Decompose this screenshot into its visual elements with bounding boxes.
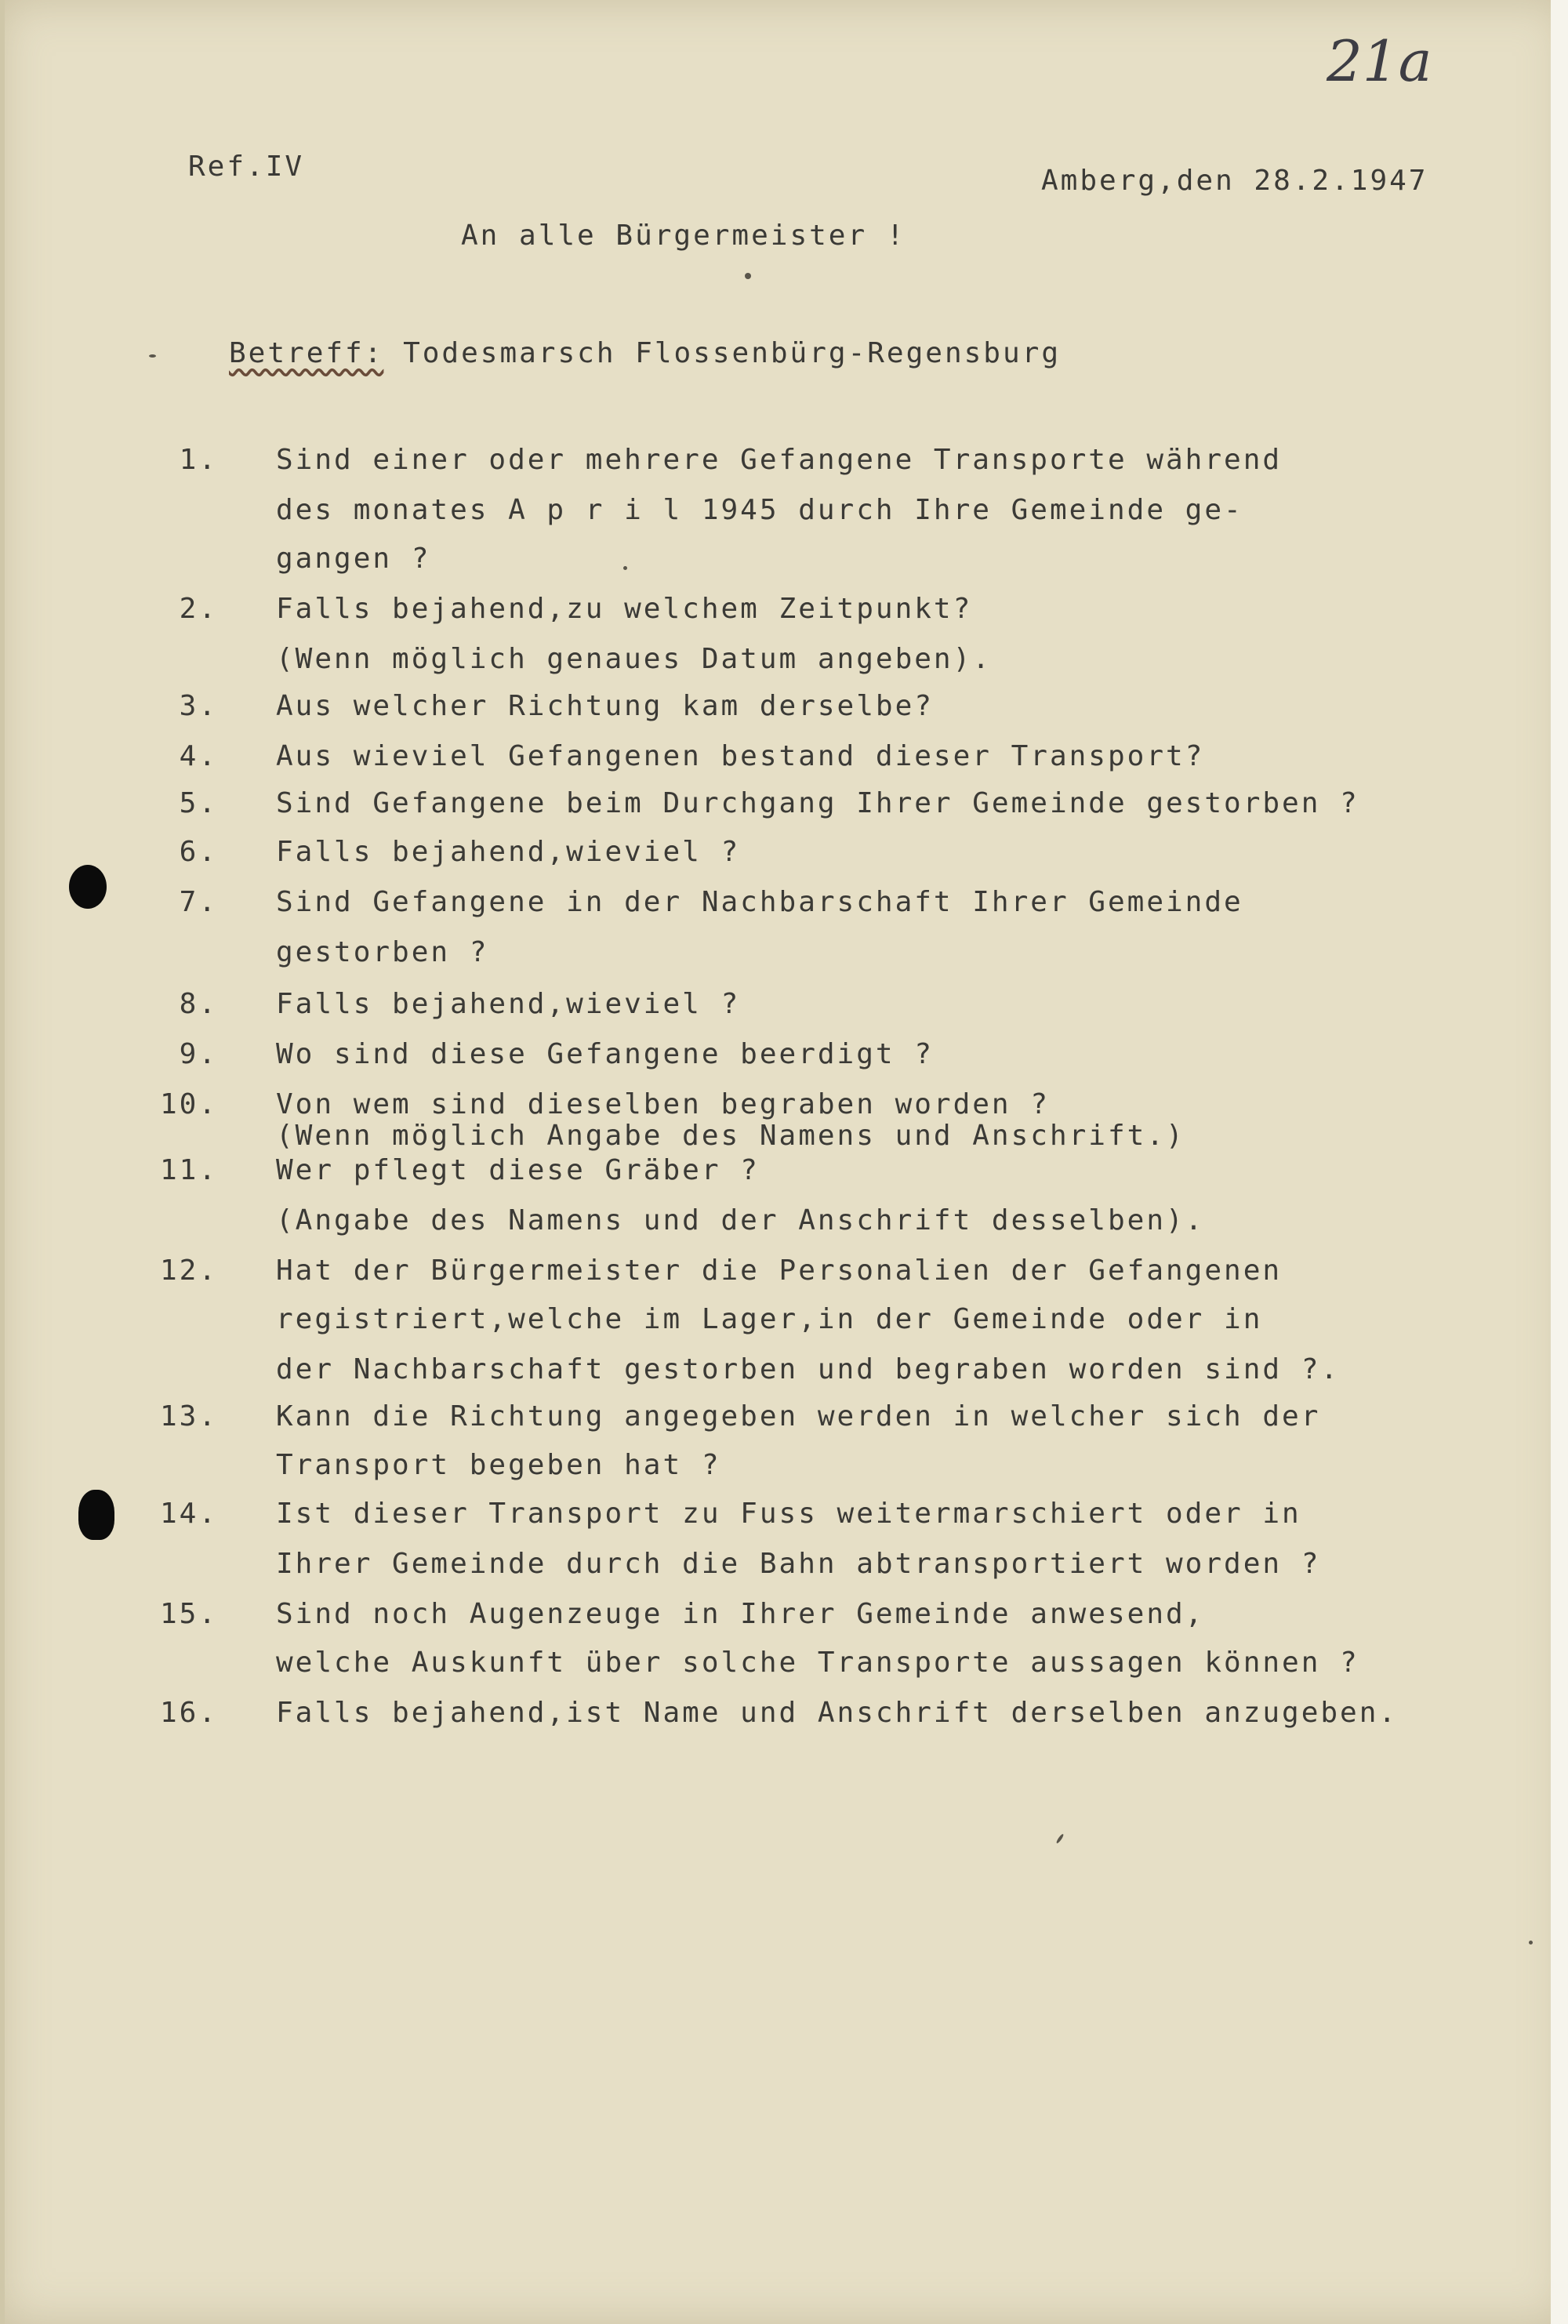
question-number: 11. xyxy=(159,1154,218,1186)
question-line: Aus wieviel Gefangenen bestand dieser Transport? xyxy=(276,740,1205,772)
question-line: Wo sind diese Gefangene beerdigt ? xyxy=(276,1038,934,1070)
question-line: Hat der Bürgermeister die Personalien der Gefangenen xyxy=(276,1255,1283,1287)
subject-text: Todesmarsch Flossenbürg-Regensburg xyxy=(403,337,1061,369)
question-number: 4. xyxy=(179,740,218,772)
question-number: 8. xyxy=(179,988,218,1020)
question-number: 7. xyxy=(179,886,218,918)
paper-left-edge xyxy=(0,0,5,2324)
question-line: Sind Gefangene in der Nachbarschaft Ihrer Gemeinde xyxy=(276,886,1243,918)
question-line: Sind Gefangene beim Durchgang Ihrer Gemeinde gestorben ? xyxy=(276,787,1359,819)
question-number: 5. xyxy=(179,787,218,819)
question-line: Falls bejahend,ist Name und Anschrift derselben anzugeben. xyxy=(276,1697,1399,1729)
question-line: Falls bejahend,wieviel ? xyxy=(276,836,741,868)
paper-speck xyxy=(149,354,156,358)
question-line: Sind einer oder mehrere Gefangene Transporte während xyxy=(276,444,1283,476)
punch-hole-upper xyxy=(69,865,107,909)
question-line: des monates A p r i l 1945 durch Ihre Gemeinde ge- xyxy=(276,494,1243,526)
paper-speck xyxy=(745,273,751,279)
question-number: 16. xyxy=(159,1697,218,1729)
paper-speck xyxy=(1055,1833,1064,1844)
question-line: Von wem sind dieselben begraben worden ? xyxy=(276,1088,1050,1120)
subject-label: Betreff: xyxy=(229,337,384,369)
question-number: 2. xyxy=(179,593,218,625)
question-number: 15. xyxy=(159,1598,218,1630)
question-line: Ihrer Gemeinde durch die Bahn abtransportiert worden ? xyxy=(276,1548,1321,1580)
subject-line xyxy=(229,337,1061,369)
punch-hole-lower xyxy=(78,1490,114,1540)
place-and-date: Amberg,den 28.2.1947 xyxy=(1041,165,1428,197)
question-line: der Nachbarschaft gestorben und begraben worden sind ?. xyxy=(276,1353,1341,1385)
question-line: registriert,welche im Lager,in der Gemeinde oder in xyxy=(276,1303,1263,1335)
question-line: gangen ? xyxy=(276,543,431,575)
paper-right-edge xyxy=(1551,0,1568,2324)
question-line: Falls bejahend,wieviel ? xyxy=(276,988,741,1020)
question-line: Wer pflegt diese Gräber ? xyxy=(276,1154,760,1186)
salutation: An alle Bürgermeister ! xyxy=(461,220,906,252)
question-line: (Wenn möglich Angabe des Namens und Anschrift.) xyxy=(276,1120,1185,1152)
question-number: 10. xyxy=(159,1088,218,1120)
handwritten-folio-number: 21a xyxy=(1327,28,1432,94)
question-line: Sind noch Augenzeuge in Ihrer Gemeinde anwesend, xyxy=(276,1598,1205,1630)
question-line: (Wenn möglich genaues Datum angeben). xyxy=(276,643,992,675)
question-number: 13. xyxy=(159,1400,218,1433)
paper-speck xyxy=(623,566,627,570)
paper-speck xyxy=(1529,1941,1533,1945)
question-number: 12. xyxy=(159,1255,218,1287)
reference-label: Ref.IV xyxy=(188,151,305,183)
question-number: 1. xyxy=(179,444,218,476)
question-line: (Angabe des Namens und der Anschrift desselben). xyxy=(276,1204,1205,1236)
question-line: Ist dieser Transport zu Fuss weitermarschiert oder in xyxy=(276,1498,1301,1530)
question-line: Transport begeben hat ? xyxy=(276,1449,721,1481)
question-line: welche Auskunft über solche Transporte aussagen können ? xyxy=(276,1647,1359,1679)
question-number: 3. xyxy=(179,690,218,722)
question-line: Aus welcher Richtung kam derselbe? xyxy=(276,690,934,722)
question-line: Falls bejahend,zu welchem Zeitpunkt? xyxy=(276,593,973,625)
question-number: 14. xyxy=(159,1498,218,1530)
question-number: 9. xyxy=(179,1038,218,1070)
question-line: Kann die Richtung angegeben werden in welcher sich der xyxy=(276,1400,1321,1433)
question-line: gestorben ? xyxy=(276,936,489,968)
question-number: 6. xyxy=(179,836,218,868)
